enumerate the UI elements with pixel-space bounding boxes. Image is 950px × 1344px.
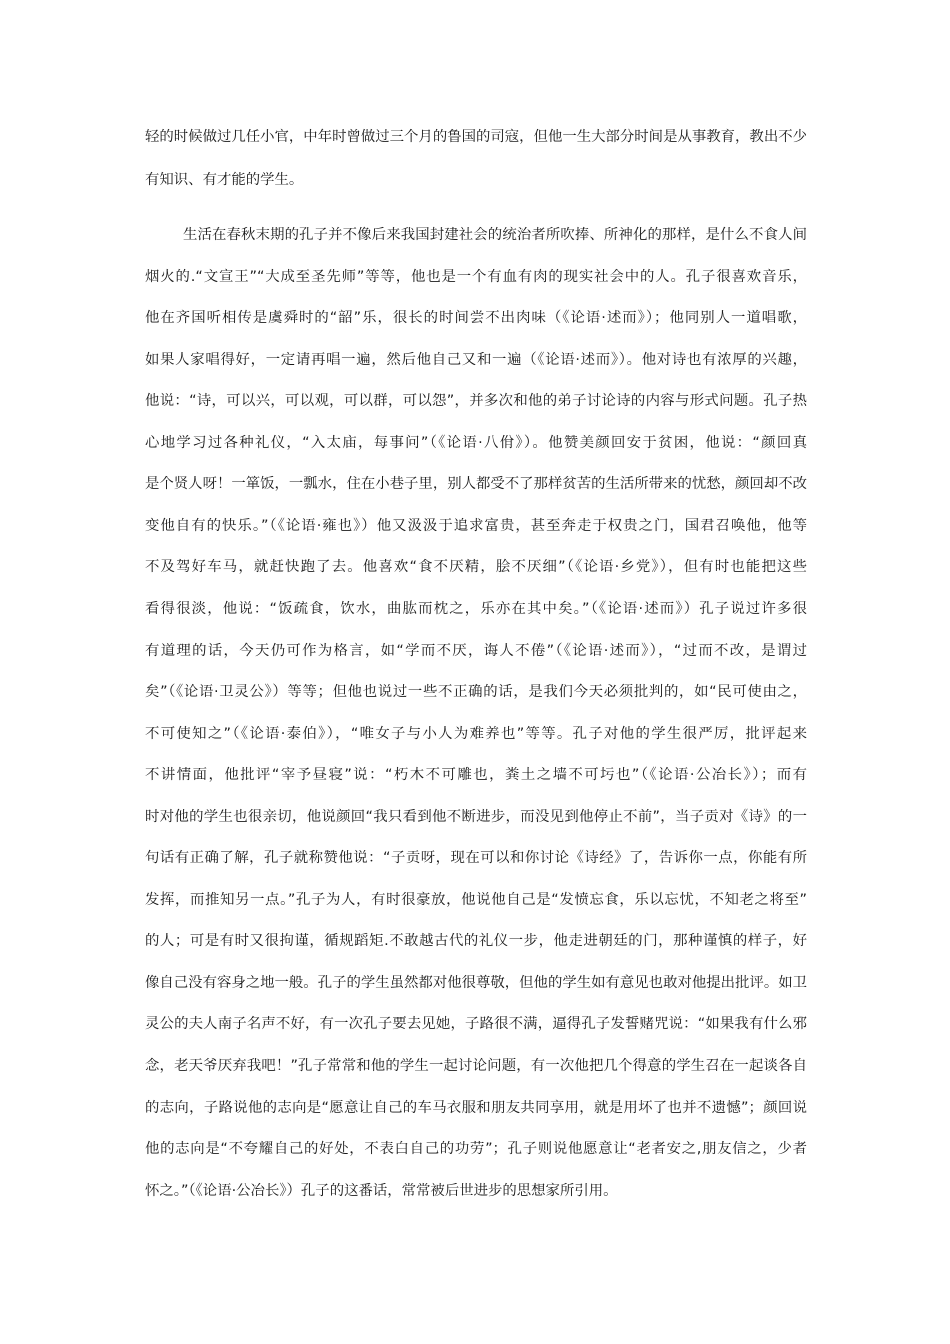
paragraph-2-line: 灵公的夫人南子名声不好，有一次孔子要去见她，子路很不满，逼得孔子发誓赌咒说：“如果我有什么邪 bbox=[145, 1016, 807, 1033]
paragraph-2-line: 他说：“诗，可以兴，可以观，可以群，可以怨”，并多次和他的弟子讨论诗的内容与形式问题。孔子热 bbox=[145, 393, 807, 410]
paragraph-1-line: 轻的时候做过几任小官，中年时曾做过三个月的鲁国的司寇，但他一生大部分时间是从事教育，教出不少 bbox=[145, 129, 807, 145]
paragraph-2-line: 不讲情面，他批评“宰予昼寝”说：“朽木不可雕也，粪土之墙不可圬也”（《论语·公冶长》）；而有 bbox=[145, 767, 807, 784]
paragraph-2-line: 如果人家唱得好，一定请再唱一遍，然后他自己又和一遍（《论语·述而》）。他对诗也有浓厚的兴趣， bbox=[145, 351, 807, 368]
paragraph-2-line: 矣”（《论语·卫灵公》）等等；但他也说过一些不正确的话，是我们今天必须批判的，如“民可使由之， bbox=[145, 684, 807, 701]
paragraph-2-line: 是个贤人呀！一箪饭，一瓢水，住在小巷子里，别人都受不了那样贫苦的生活所带来的忧愁，颜回却不改 bbox=[145, 476, 807, 493]
paragraph-2-line: 不可使知之”（《论语·泰伯》），“唯女子与小人为难养也”等等。孔子对他的学生很严厉，批评起来 bbox=[145, 725, 807, 742]
paragraph-2-line: 生活在春秋末期的孔子并不像后来我国封建社会的统治者所吹捧、所神化的那样，是什么不食人间 bbox=[183, 227, 807, 243]
paragraph-2-line: 不及驾好车马，就赶快跑了去。他喜欢“食不厌精，脍不厌细”（《论语·乡党》），但有时也能把这些 bbox=[145, 559, 807, 576]
paragraph-2-line: 像自己没有容身之地一般。孔子的学生虽然都对他很尊敬，但他的学生如有意见也敢对他提出批评。如卫 bbox=[145, 974, 807, 991]
paragraph-1-line: 有知识、有才能的学生。 bbox=[145, 172, 304, 188]
paragraph-2-line: 心地学习过各种礼仪，“入太庙，每事问”（《论语·八佾》）。他赞美颜回安于贫困，他说：“颜回真 bbox=[145, 434, 807, 451]
paragraph-2-line: 看得很淡，他说：“饭疏食，饮水，曲肱而枕之，乐亦在其中矣。”（《论语·述而》）孔子说过许多很 bbox=[145, 600, 807, 617]
paragraph-2-line: 念，老天爷厌弃我吧！”孔子常常和他的学生一起讨论问题，有一次他把几个得意的学生召在一起谈各自 bbox=[145, 1058, 807, 1074]
paragraph-2-line: 的人；可是有时又很拘谨，循规蹈矩.不敢越古代的礼仪一步，他走进朝廷的门，那种谨慎的样子，好 bbox=[145, 933, 807, 950]
paragraph-2-line: 变他自有的快乐。”（《论语·雍也》）他又汲汲于追求富贵，甚至奔走于权贵之门，国君召唤他，他等 bbox=[145, 517, 807, 534]
paragraph-2-line: 烟火的.“文宣王”“大成至圣先师”等等，他也是一个有血有肉的现实社会中的人。孔子很喜欢音乐， bbox=[145, 268, 807, 285]
paragraph-2-line: 有道理的话，今天仍可作为格言，如“学而不厌，诲人不倦”（《论语·述而》），“过而不改，是谓过 bbox=[145, 642, 807, 659]
paragraph-2-line: 发挥，而推知另一点。”孔子为人，有时很豪放，他说他自己是“发愤忘食，乐以忘忧，不知老之将至” bbox=[145, 891, 807, 908]
paragraph-2-line: 的志向，子路说他的志向是“愿意让自己的车马衣服和朋友共同享用，就是用坏了也并不遗憾”；颜回说 bbox=[145, 1099, 807, 1116]
paragraph-2-line: 时对他的学生也很亲切，他说颜回“我只看到他不断进步，而没见到他停止不前”，当子贡对《诗》的一 bbox=[145, 808, 807, 825]
paragraph-2-line: 怀之。”（《论语·公冶长》）孔子的这番话，常常被后世进步的思想家所引用。 bbox=[145, 1182, 618, 1199]
paragraph-2-line: 他在齐国听相传是虞舜时的“韶”乐，很长的时间尝不出肉味（《论语·述而》）；他同别人一道唱歌， bbox=[145, 310, 807, 327]
paragraph-2-line: 他的志向是“不夸耀自己的好处，不表白自己的功劳”；孔子则说他愿意让“老者安之,朋友信之，少者 bbox=[145, 1141, 807, 1158]
paragraph-2-line: 句话有正确了解，孔子就称赞他说：“子贡呀，现在可以和你讨论《诗经》了，告诉你一点，你能有所 bbox=[145, 850, 807, 867]
